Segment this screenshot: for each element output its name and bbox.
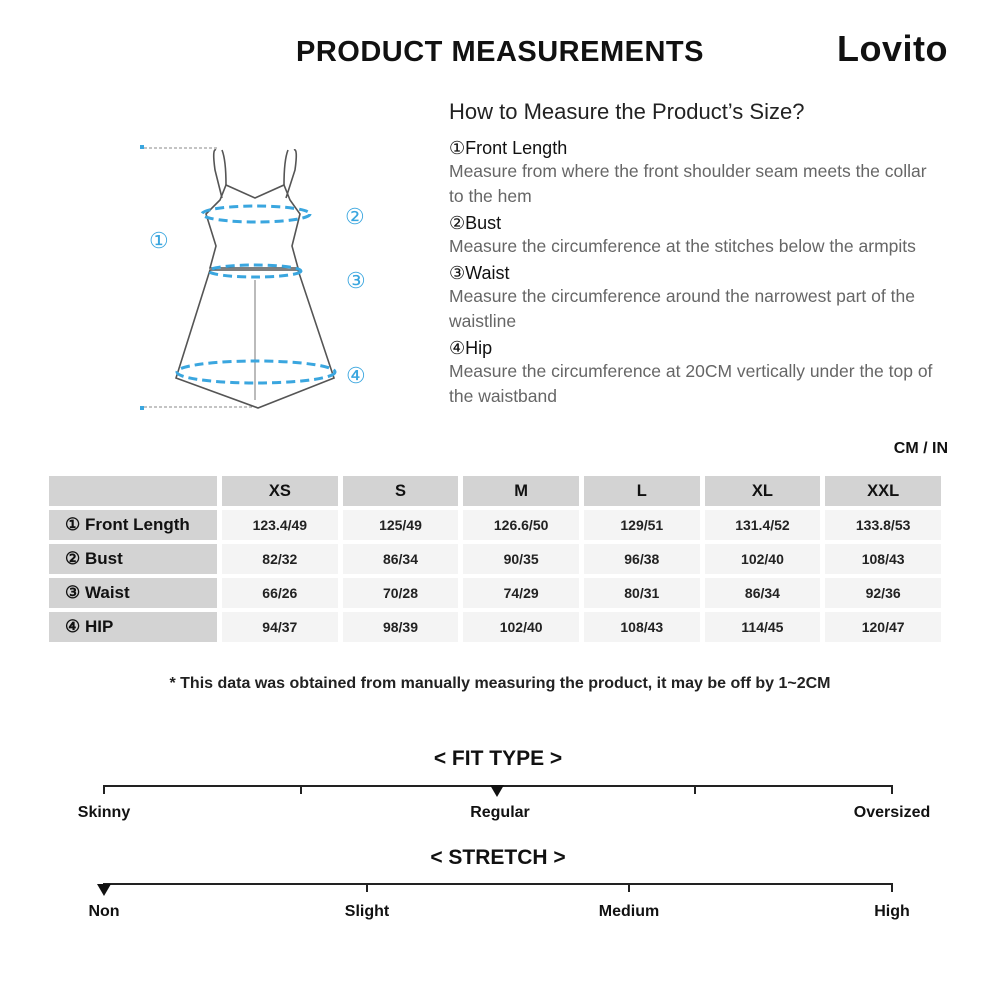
size-header: XXL: [825, 476, 941, 506]
brand-logo: Lovito: [837, 28, 948, 69]
bust-line: [202, 206, 310, 222]
marker-hip: ④: [346, 363, 366, 388]
fit-label-skinny: Skinny: [77, 804, 131, 821]
stretch-tick: [891, 883, 893, 892]
guide-label: ②Bust: [449, 213, 502, 233]
guide-item-front-length: [449, 137, 939, 209]
table-cell: 82/32: [222, 544, 338, 574]
table-cell: 66/26: [222, 578, 338, 608]
size-chart-table: [44, 472, 946, 646]
table-cell: 86/34: [343, 544, 459, 574]
fit-tick: [694, 785, 696, 794]
fit-tick: [103, 785, 105, 794]
size-header: S: [343, 476, 459, 506]
unit-label: CM / IN: [893, 440, 948, 457]
fit-selected-marker: [490, 785, 504, 797]
fit-tick: [300, 785, 302, 794]
table-cell: 114/45: [705, 612, 821, 642]
table-cell: 125/49: [343, 510, 459, 540]
table-cell: 96/38: [584, 544, 700, 574]
table-cell: 133.8/53: [825, 510, 941, 540]
stretch-label-non: Non: [88, 903, 120, 920]
guide-item-hip: [449, 337, 939, 409]
size-header: M: [463, 476, 579, 506]
table-row: [49, 544, 941, 574]
table-cell: 70/28: [343, 578, 459, 608]
page-title: PRODUCT MEASUREMENTS: [296, 36, 704, 68]
stretch-tick: [366, 883, 368, 892]
table-cell: 86/34: [705, 578, 821, 608]
table-row: [49, 510, 941, 540]
table-cell: 126.6/50: [463, 510, 579, 540]
size-header: L: [584, 476, 700, 506]
marker-front-length: ①: [149, 228, 169, 253]
table-cell: 108/43: [825, 544, 941, 574]
row-label: ④ HIP: [49, 612, 217, 642]
row-label: ② Bust: [49, 544, 217, 574]
table-row: [49, 612, 941, 642]
waist-line: [209, 265, 301, 277]
fit-type-title: < FIT TYPE >: [433, 747, 563, 770]
table-cell: 102/40: [463, 612, 579, 642]
table-cell: 94/37: [222, 612, 338, 642]
stretch-tick: [628, 883, 630, 892]
table-cell: 80/31: [584, 578, 700, 608]
measurement-note: * This data was obtained from manually measuring the product, it may be off by 1~2CM: [169, 675, 831, 692]
stretch-scale: [103, 883, 893, 885]
table-cell: 123.4/49: [222, 510, 338, 540]
table-cell: 74/29: [463, 578, 579, 608]
stretch-selected-marker: [97, 884, 111, 896]
table-cell: 120/47: [825, 612, 941, 642]
guide-label: ④Hip: [449, 338, 493, 358]
table-cell: 92/36: [825, 578, 941, 608]
guide-desc: Measure the circumference around the narrowest part of the waistline: [449, 286, 915, 331]
fit-tick: [891, 785, 893, 794]
table-row: [49, 578, 941, 608]
hip-line: [177, 361, 335, 383]
table-header-row: [49, 476, 941, 506]
table-cell: 129/51: [584, 510, 700, 540]
guide-desc: Measure the circumference at 20CM vertically under the top of the waistband: [449, 361, 933, 406]
guide-label: ③Waist: [449, 263, 510, 283]
table-cell: 131.4/52: [705, 510, 821, 540]
stretch-label-high: High: [874, 903, 910, 920]
guide-item-waist: [449, 262, 939, 334]
size-header: XS: [222, 476, 338, 506]
stretch-label-medium: Medium: [598, 903, 660, 920]
stretch-title: < STRETCH >: [430, 846, 566, 869]
fit-label-oversized: Oversized: [853, 804, 931, 821]
guide-desc: Measure the circumference at the stitches below the armpits: [449, 236, 916, 256]
stretch-label-slight: Slight: [344, 903, 390, 920]
guide-item-bust: [449, 212, 939, 259]
marker-bust: ②: [345, 204, 365, 229]
garment-diagram: [140, 140, 380, 420]
table-cell: 102/40: [705, 544, 821, 574]
measure-guide: [449, 137, 939, 412]
table-corner: [49, 476, 217, 506]
size-header: XL: [705, 476, 821, 506]
guide-desc: Measure from where the front shoulder seam meets the collar to the hem: [449, 161, 927, 206]
table-cell: 90/35: [463, 544, 579, 574]
row-label: ③ Waist: [49, 578, 217, 608]
table-cell: 108/43: [584, 612, 700, 642]
guide-heading: How to Measure the Product’s Size?: [449, 99, 805, 124]
row-label: ① Front Length: [49, 510, 217, 540]
table-cell: 98/39: [343, 612, 459, 642]
marker-waist: ③: [346, 268, 366, 293]
fit-label-regular: Regular: [470, 804, 530, 821]
guide-label: ①Front Length: [449, 138, 568, 158]
